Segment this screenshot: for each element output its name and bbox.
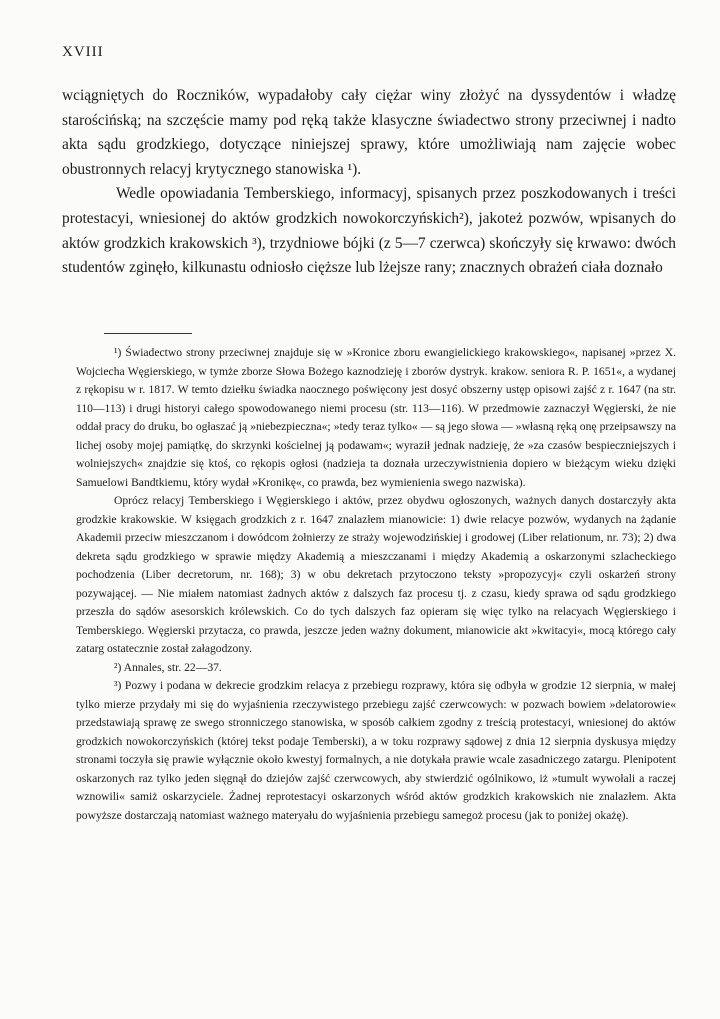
page-number: XVIII — [62, 44, 104, 60]
footnote-1-continued: Oprócz relacyj Temberskiego i Węgierskiego i aktów, przez obydwu ogłoszonych, ważnych danych dostarczyły akta grodzkie krakowskie. W księgach grodzkich z r. 1647 znalazłem mianowicie: 1) dwie relacye pozwów, wydanych na żądanie Akademii przeciw mieszczanom i dowódcom żołnierzy ze straży wojewodzińskiej i grodowej (Liber relationum, nr. 73); 2) dwa dekreta sądu grodzkiego w sprawie między Akademią a mieszczanami i między Akademią a oskarzonymi szlacheckiego pochodzenia (Liber decretorum, nr. 168); 3) w obu dekretach przytoczono teksty »propozycyj« czyli oskarżeń strony pozywającej. — Nie miałem natomiast żadnych aktów z dalszych faz procesu tj. z czasu, kiedy sprawa od sądu grodzkiego przeszła do sądów asesorskich królewskich. Co do tych dalszych faz opieram się więc tylko na relacyach Węgierskiego i Temberskiego. Węgierski przytacza, co prawda, jeszcze jeden ważny dokument, mianowicie akt »kwitacyi«, mocą którego cały zatarg ostatecznie został załagodzony. — [76, 494, 676, 655]
main-text — [62, 84, 676, 281]
footnote-1: ¹) Świadectwo strony przeciwnej znajduje się w »Kronice zboru ewangielickiego krakowskiego«, napisanej »przez X. Wojciecha Węgierskiego, w tymże zborze Słowa Bożego kaznodzieję i zborów dystryk. krakow. seniora R. P. 1651«, a wydanej z rękopisu w r. 1817. W temto dziełku świadka naocznego poświęcony jest dosyć obszerny ustęp opisowi zajść z r. 1647 (na str. 110—113) i drugi historyi całego spowodowanego niemi procesu (str. 113—116). W przedmowie zaznaczył Węgierski, że nie oddał pracy do druku, bo ogłaszać ją »niebezpieczna«; »tedy teraz tylko« — są jego słowa — »własną ręką onę przeipsawszy na lichej osoby mojej pamiątkę, do skrzynki kościelnej ją podawam«; wyraził jednak nadzieję, że »za czasów bespieczniejszych i wolniejszych« znajdzie się ktoś, co rękopis ogłosi (nadzieja ta doznała urzeczywistnienia dopiero w bieżącym wieku dzięki Samuelowi Bandtkiemu, który wydał »Kronikę«, co prawda, bez wymienienia swego nazwiska). — [76, 346, 676, 489]
footnote-separator — [104, 333, 192, 334]
footnote-3: ³) Pozwy i podana w dekrecie grodzkim relacya z przebiegu rozprawy, która się odbyła w grodzie 12 sierpnia, w małej tylko mierze przydały mi się do wyjaśnienia rzeczywistego przebiegu zajść czerwcowych: w pozwach bowiem »delatorowie« przedstawiają sprawę ze swego stronniczego stanowiska, w sposób całkiem zgodny z treścią protestacyi, wniesionej do aktów grodzkich nowokorczyńskich (której tekst podaje Temberski), a w toku rozprawy sądowej z dnia 12 sierpnia dyskusya między stronami toczyła się prawie wyłącznie około kwestyj formalnych, a nie dotykała prawie wcale zasadniczego zatargu. Plenipotent oskarzonych raz tylko jeden sięgnął do dziejów zajść czerwcowych, aby stwierdzić ogólnikowo, iż »tumult wywołali a raczej wznowili« samiż oskarzyciele. Żadnej reprotestacyi oskarzonych wśród aktów grodzkich krakowskich nie znalazłem. Akta powyższe dostarczają natomiast ważnego materyału do wyjaśnienia przebiegu samegoż procesu (jak to poniżej okażę). — [76, 679, 676, 822]
footnotes — [76, 344, 676, 825]
paragraph-continued: wciągniętych do Roczników, wypadałoby cały ciężar winy złożyć na dyssydentów i władzę starościńską; na szczęście mamy pod ręką także klasyczne świadectwo strony przeciwnej i nadto akta sądu grodzkiego, dotyczące niniejszej sprawy, które umożliwiają nam zajęcie wobec obustronnych relacyj krytycznego stanowiska ¹). — [62, 87, 676, 178]
paragraph-temberski: Wedle opowiadania Temberskiego, informacyj, spisanych przez poszkodowanych i treści protestacyi, wniesionej do aktów grodzkich nowokorczyńskich²), jakoteż pozwów, wpisanych do aktów grodzkich krakowskich ³), trzydniowe bójki (z 5—7 czerwca) skończyły się krwawo: dwóch studentów zginęło, kilkunastu odniosło cięższe lub lżejsze rany; znacznych obrażeń ciała doznało — [62, 185, 676, 277]
footnote-2: ²) Annales, str. 22—37. — [114, 660, 222, 674]
